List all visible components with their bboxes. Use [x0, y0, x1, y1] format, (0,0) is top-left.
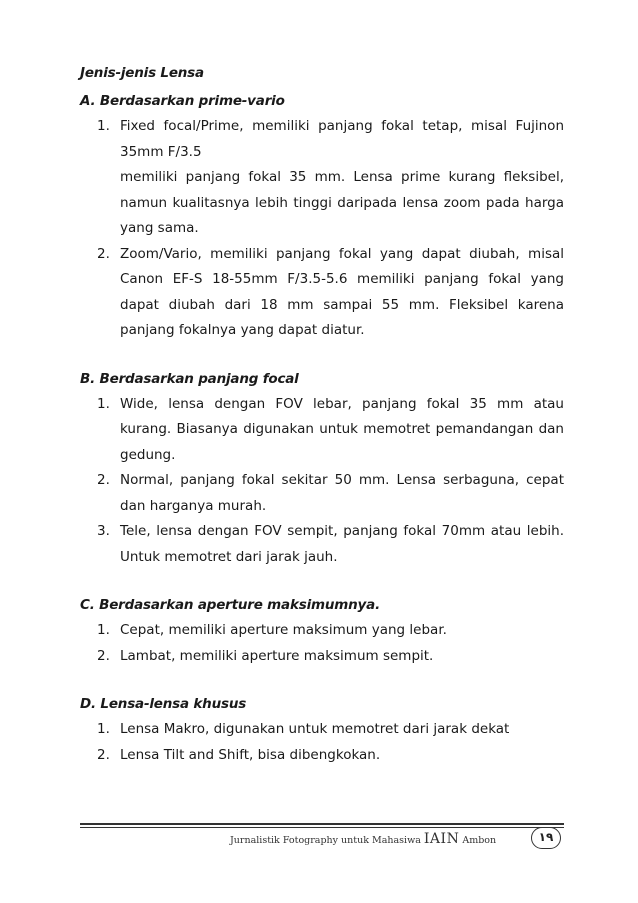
list-item-text: Fixed focal/Prime, memiliki panjang fokal tetap, misal Fujinon 35mm F/3.5 [120, 118, 564, 160]
list-item [80, 717, 564, 743]
numbered-list [80, 717, 564, 768]
footer-prefix: Jurnalistik Fotography untuk Mahasiwa [230, 835, 421, 846]
numbered-list [80, 392, 564, 571]
section-heading: D. Lensa-lensa khusus [80, 696, 247, 712]
list-item-text: Cepat, memiliki aperture maksimum yang lebar. [120, 622, 447, 638]
list-item-continuation: memiliki panjang fokal 35 mm. Lensa prime kurang fleksibel, namun kualitasnya lebih tinggi daripada lensa zoom pada harga yang sama. [120, 169, 564, 236]
list-item-number: 1. [97, 721, 110, 737]
list-item-number: 2. [97, 647, 110, 664]
list-item [80, 242, 564, 344]
page-number-badge: ١٩ [531, 827, 561, 849]
list-item-text: Normal, panjang fokal sekitar 50 mm. Lensa serbaguna, cepat dan harganya murah. [120, 472, 564, 514]
list-item-text: Lensa Tilt and Shift, bisa dibengkokan. [120, 746, 381, 763]
list-item [80, 618, 564, 644]
list-item [80, 114, 564, 242]
section-heading: C. Berdasarkan aperture maksimumnya. [80, 597, 380, 613]
list-item-number: 2. [97, 746, 110, 763]
list-item-number: 3. [97, 523, 110, 539]
list-item [80, 644, 564, 670]
list-item [80, 743, 564, 769]
sections-container [80, 92, 564, 768]
list-item-number: 1. [97, 622, 110, 638]
list-item-text: Wide, lensa dengan FOV lebar, panjang fokal 35 mm atau kurang. Biasanya digunakan untuk memotret pemandangan dan gedung. [120, 395, 564, 463]
list-item-number: 1. [97, 118, 110, 134]
list-item-number: 2. [97, 472, 110, 488]
list-item-text: Lambat, memiliki aperture maksimum sempit. [120, 647, 434, 664]
list-item-text: Zoom/Vario, memiliki panjang fokal yang dapat diubah, misal Canon EF-S 18-55mm F/3.5-5.6 memiliki panjang fokal yang dapat diubah dari 18 mm sampai 55 mm. Fleksibel karena panjang fokalnya yang dapat diatur. [120, 245, 564, 338]
section-heading: B. Berdasarkan panjang focal [80, 370, 299, 387]
list-item-number: 1. [97, 395, 110, 412]
list-item [80, 468, 564, 519]
section [80, 92, 564, 344]
numbered-list [80, 114, 564, 344]
footer-iain: IAIN [423, 831, 460, 847]
section [80, 370, 564, 571]
list-item-text: Tele, lensa dengan FOV sempit, panjang fokal 70mm atau lebih. Untuk memotret dari jarak jauh. [120, 523, 564, 565]
page-title: Jenis-jenis Lensa [80, 65, 204, 81]
section-heading: A. Berdasarkan prime-vario [80, 93, 285, 109]
list-item [80, 519, 564, 570]
footer-suffix: Ambon [462, 835, 497, 846]
numbered-list [80, 618, 564, 669]
footer-rule-thin [80, 827, 564, 828]
list-item [80, 392, 564, 469]
section [80, 695, 564, 768]
section [80, 596, 564, 669]
page-content [80, 64, 564, 794]
list-item-number: 2. [97, 245, 110, 262]
footer-rule-thick [80, 823, 564, 825]
list-item-text: Lensa Makro, digunakan untuk memotret dari jarak dekat [120, 721, 510, 737]
footer-text [230, 831, 496, 847]
